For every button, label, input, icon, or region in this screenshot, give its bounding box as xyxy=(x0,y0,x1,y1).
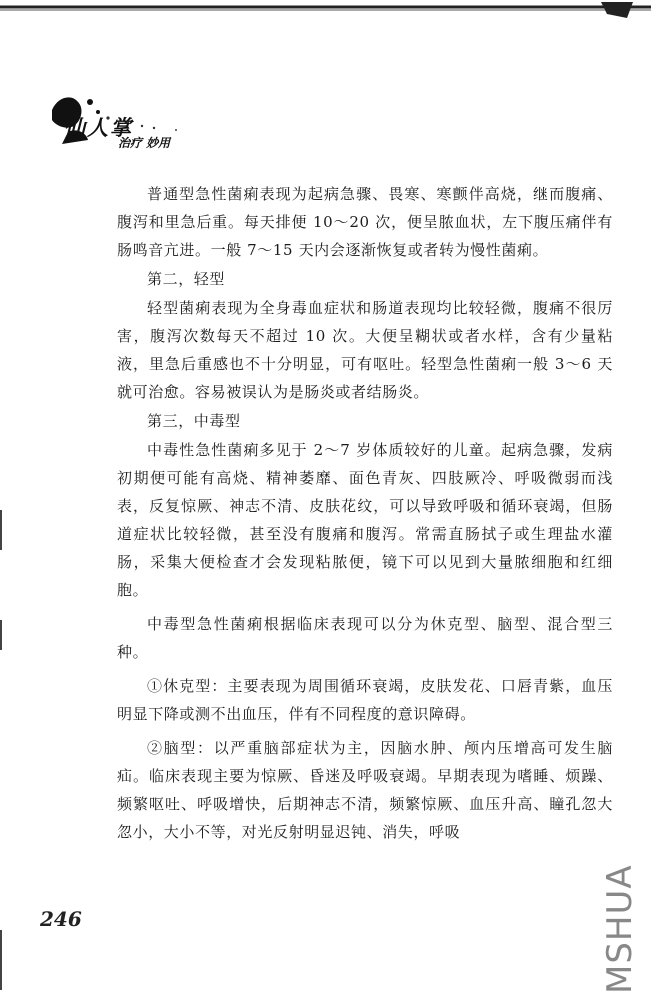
margin-mark xyxy=(0,930,2,990)
paragraph-normal-type: 普通型急性菌痢表现为起病急骤、畏寒、寒颤伴高烧，继而腹痛、腹泻和里急后重。每天排便 10～20 次，便呈脓血状，左下腹压痛伴有肠鸣音亢进。一般 7～15 天内会逐渐恢复或者转为慢性菌痢。 xyxy=(117,185,613,259)
paragraph-toxic-subtypes: 中毒型急性菌痢根据临床表现可以分为休克型、脑型、混合型三种。 xyxy=(117,615,613,661)
heading-toxic-type: 第三，中毒型 xyxy=(147,412,241,430)
corner-mark xyxy=(597,0,637,22)
paragraph-brain-type: ②脑型：以严重脑部症状为主，因脑水肿、颅内压增高可发生脑疝。临床表现主要为惊厥、昏迷及呼吸衰竭。早期表现为嗜睡、烦躁、频繁呕吐、呼吸增快，后期神志不清，频繁惊厥、血压升高、瞳孔忽大忽小，大小不等，对光反射明显迟钝、消失，呼吸 xyxy=(117,739,613,841)
page-number: 246 xyxy=(40,907,82,931)
body-text xyxy=(117,180,613,846)
margin-mark xyxy=(0,620,2,650)
watermark: MSHUA xyxy=(600,864,640,994)
logo-title: 仙人掌 xyxy=(64,115,133,140)
margin-mark xyxy=(0,510,2,550)
paragraph-mild-type: 轻型菌痢表现为全身毒血症状和肠道表现均比较轻微，腹痛不很厉害，腹泻次数每天不超过 10 次。大便呈糊状或者水样，含有少量粘液，里急后重感也不十分明显，可有呕吐。轻型急性菌痢一般 3～6 天就可治愈。容易被误认为是肠炎或者结肠炎。 xyxy=(117,299,613,401)
heading-mild-type: 第二，轻型 xyxy=(147,270,226,288)
logo-subtitle: 治疗 妙用 xyxy=(118,136,171,150)
header-rule xyxy=(0,4,651,11)
paragraph-shock-type: ①休克型：主要表现为周围循环衰竭，皮肤发花、口唇青紫，血压明显下降或测不出血压，伴有不同程度的意识障碍。 xyxy=(117,677,613,723)
paragraph-toxic-type: 中毒性急性菌痢多见于 2～7 岁体质较好的儿童。起病急骤，发病初期便可能有高烧、精神萎靡、面色青灰、四肢厥冷、呼吸微弱而浅表，反复惊厥、神志不清、皮肤花纹，可以导致呼吸和循环衰竭，但肠道症状比较轻微，甚至没有腹痛和腹泻。常需直肠拭子或生理盐水灌肠，采集大便检查才会发现粘脓便，镜下可以见到大量脓细胞和红细胞。 xyxy=(117,441,613,599)
